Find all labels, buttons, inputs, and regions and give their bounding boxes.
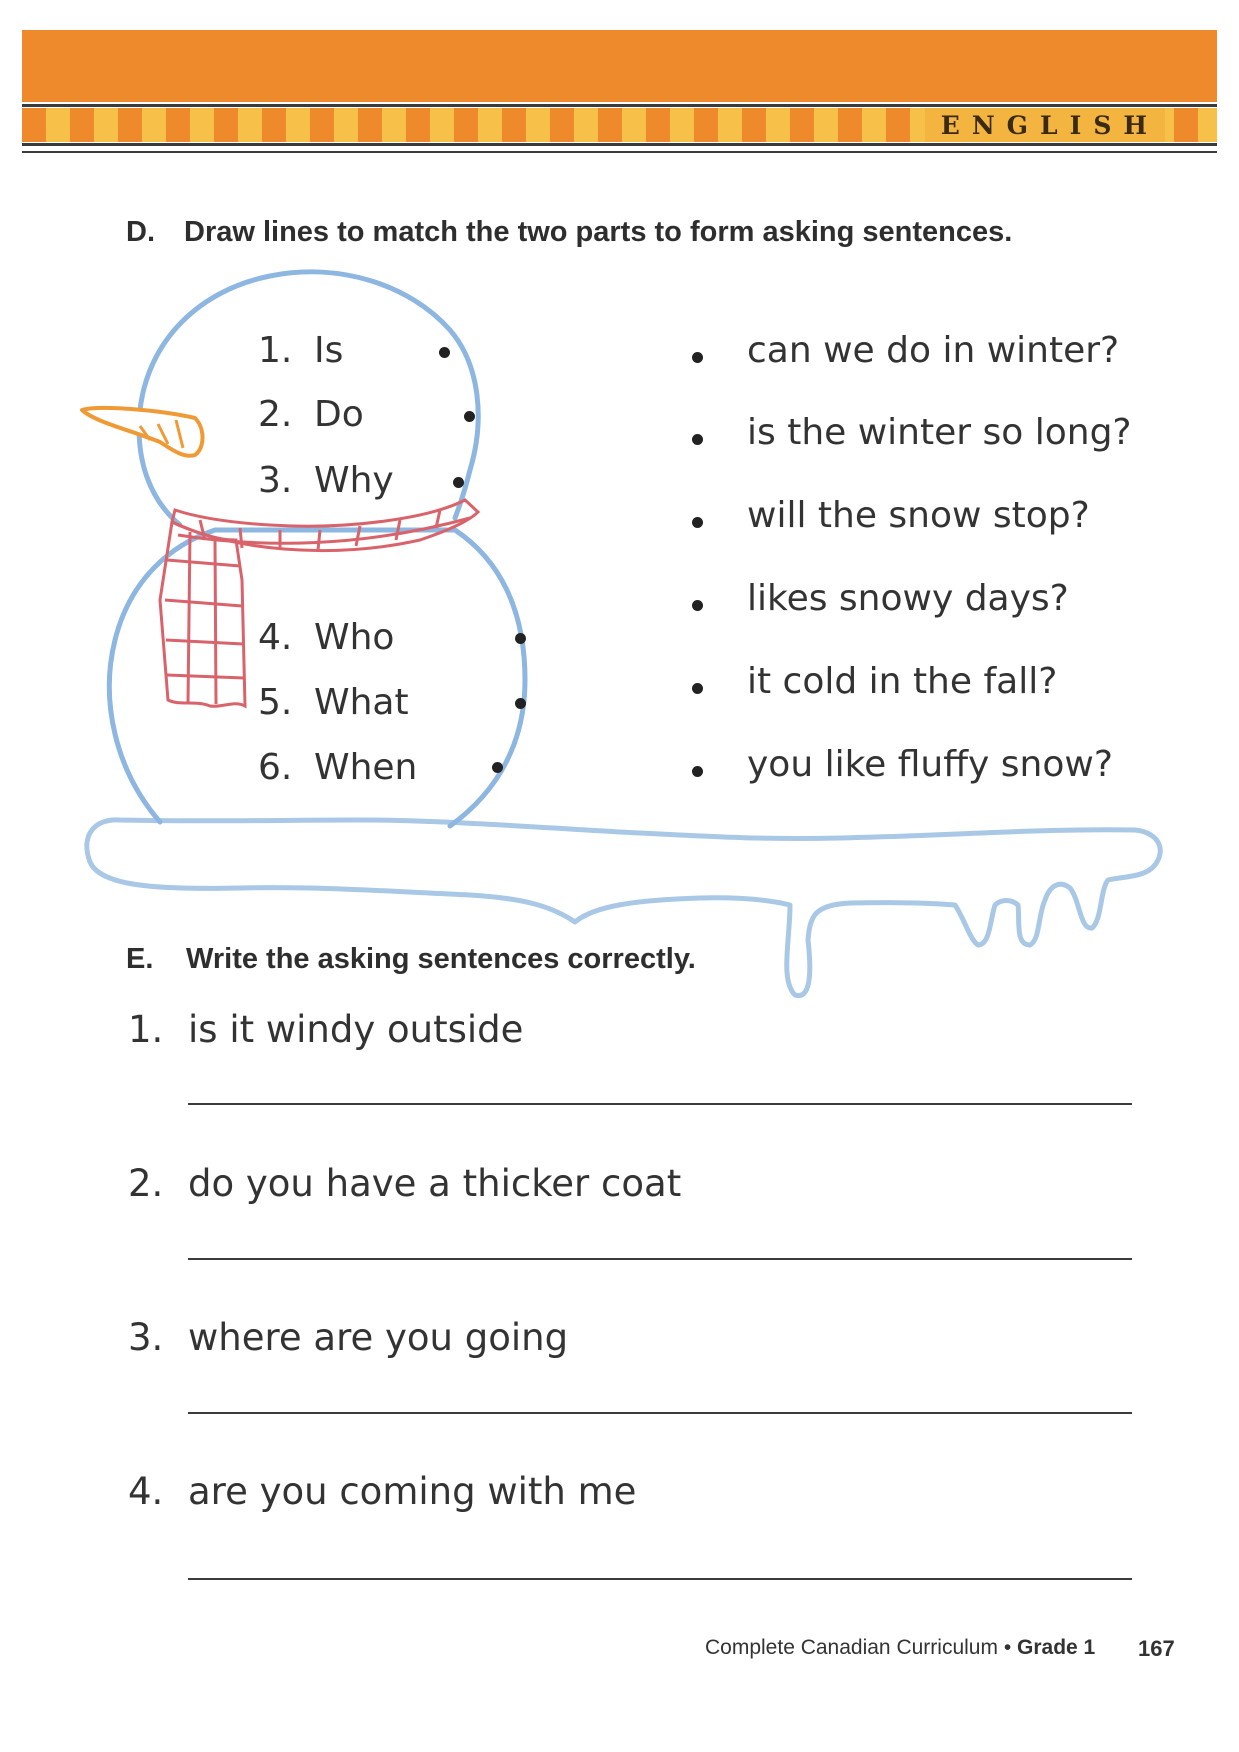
- starter-word: When: [314, 747, 418, 788]
- starter-number: 4.: [258, 617, 293, 658]
- grade-label: Grade 1: [1017, 1636, 1096, 1659]
- section-e-letter: E.: [126, 943, 154, 975]
- match-dot-right[interactable]: [692, 517, 703, 528]
- starter-number: 1.: [258, 330, 293, 371]
- section-e-instruction: Write the asking sentences correctly.: [186, 943, 696, 975]
- footer-credit: [705, 1636, 1095, 1660]
- footer-bullet: •: [1003, 1636, 1012, 1659]
- page-number: 167: [1138, 1636, 1175, 1661]
- item-number: 2.: [128, 1162, 164, 1205]
- sentence-prompt: are you coming with me: [188, 1470, 637, 1513]
- match-dot-right[interactable]: [692, 766, 703, 777]
- subject-letter: H: [1123, 110, 1149, 140]
- item-number: 1.: [128, 1008, 164, 1051]
- subject-letter: N: [971, 110, 997, 140]
- match-dot-left[interactable]: [453, 477, 464, 488]
- match-dot-right[interactable]: [692, 600, 703, 611]
- sentence-prompt: is it windy outside: [188, 1008, 524, 1051]
- section-d-instruction: Draw lines to match the two parts to form asking sentences.: [184, 216, 1013, 248]
- sentence-ending: it cold in the fall?: [747, 661, 1058, 702]
- subject-letter: G: [1006, 110, 1031, 140]
- sentence-ending: you like fluffy snow?: [747, 744, 1113, 785]
- match-dot-right[interactable]: [692, 683, 703, 694]
- book-title: Complete Canadian Curriculum: [705, 1636, 998, 1659]
- subject-letter: L: [1040, 110, 1060, 140]
- sentence-ending: can we do in winter?: [747, 330, 1120, 371]
- match-dot-left[interactable]: [464, 411, 475, 422]
- sentence-prompt: where are you going: [188, 1316, 569, 1359]
- starter-number: 6.: [258, 747, 293, 788]
- starter-word: Do: [314, 394, 364, 435]
- answer-line[interactable]: [188, 1578, 1132, 1580]
- item-number: 4.: [128, 1470, 164, 1513]
- starter-word: What: [314, 682, 409, 723]
- sentence-ending: likes snowy days?: [747, 578, 1069, 619]
- subject-letter: E: [940, 110, 962, 140]
- answer-line[interactable]: [188, 1412, 1132, 1414]
- sentence-ending: is the winter so long?: [747, 412, 1132, 453]
- answer-line[interactable]: [188, 1258, 1132, 1260]
- sentence-ending: will the snow stop?: [747, 495, 1090, 536]
- item-number: 3.: [128, 1316, 164, 1359]
- subject-letter: S: [1093, 110, 1114, 140]
- section-d-letter: D.: [126, 216, 155, 248]
- starter-word: Is: [314, 330, 344, 371]
- starter-number: 5.: [258, 682, 293, 723]
- starter-word: Why: [314, 460, 394, 501]
- starter-number: 3.: [258, 460, 293, 501]
- subject-letter: I: [1069, 110, 1084, 140]
- match-dot-left[interactable]: [515, 698, 526, 709]
- match-dot-left[interactable]: [439, 347, 450, 358]
- starter-word: Who: [314, 617, 395, 658]
- match-dot-left[interactable]: [515, 633, 526, 644]
- match-dot-right[interactable]: [692, 352, 703, 363]
- starter-number: 2.: [258, 394, 293, 435]
- match-dot-right[interactable]: [692, 434, 703, 445]
- match-dot-left[interactable]: [492, 762, 503, 773]
- sentence-prompt: do you have a thicker coat: [188, 1162, 682, 1205]
- answer-line[interactable]: [188, 1103, 1132, 1105]
